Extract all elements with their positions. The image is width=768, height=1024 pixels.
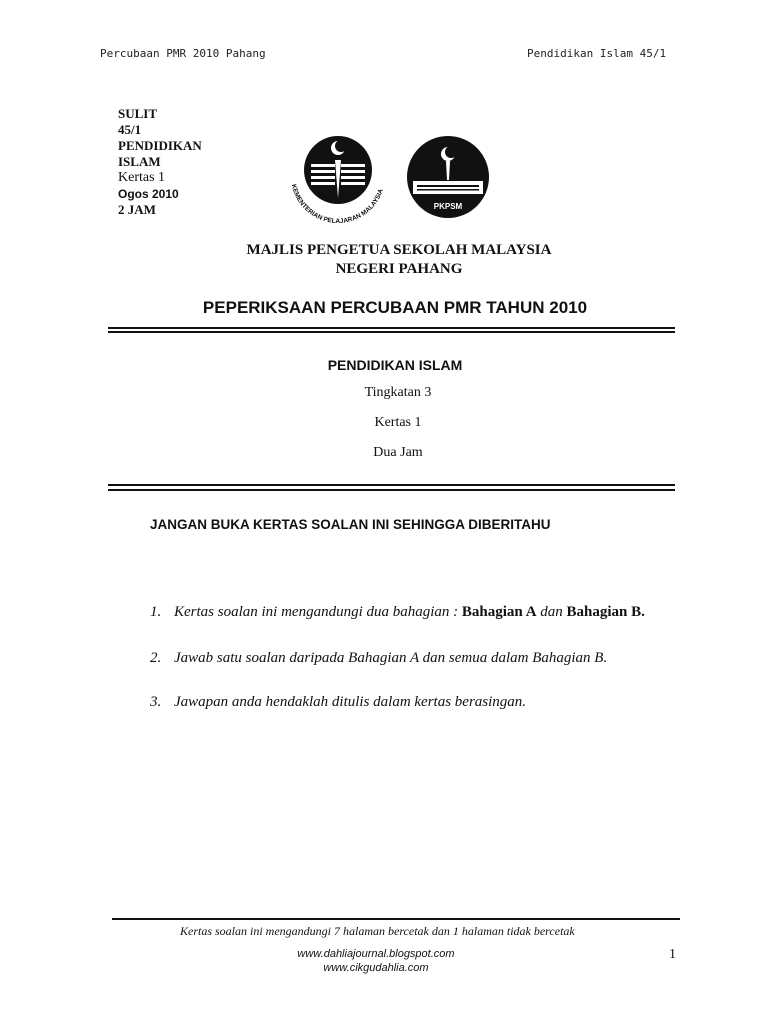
footer-site-1: www.dahliajournal.blogspot.com xyxy=(297,948,455,960)
instruction-2 xyxy=(150,650,607,667)
running-header-right: Pendidikan Islam 45/1 xyxy=(527,47,667,60)
paper-meta xyxy=(118,106,202,218)
instruction-1-mid: dan xyxy=(536,604,567,620)
pkpsm-logo xyxy=(405,134,491,220)
instruction-1-text: Kertas soalan ini mengandungi dua bahagian : xyxy=(174,604,462,620)
footer-note: Kertas soalan ini mengandungi 7 halaman bercetak dan 1 halaman tidak bercetak xyxy=(180,924,575,938)
instruction-2-number: 2. xyxy=(150,650,162,666)
instruction-3-text: Jawapan anda hendaklah ditulis dalam kertas berasingan. xyxy=(174,694,527,710)
page-number: 1 xyxy=(669,947,676,962)
subject-form: Tingkatan 3 xyxy=(364,385,432,400)
running-header-left: Percubaan PMR 2010 Pahang xyxy=(100,47,266,60)
subject-rule-bottom xyxy=(108,489,675,491)
instruction-1-bold-a: Bahagian A xyxy=(461,604,537,620)
meta-paper: Kertas 1 xyxy=(118,170,166,185)
subject-rule-top xyxy=(108,484,675,486)
council-line2: NEGERI PAHANG xyxy=(335,261,463,277)
instruction-3 xyxy=(150,694,526,711)
pkpsm-label: PKPSM xyxy=(433,202,463,211)
meta-subject-1: PENDIDIKAN xyxy=(118,138,202,153)
title-rule-top xyxy=(108,327,675,329)
meta-duration: 2 JAM xyxy=(118,202,156,217)
meta-code: 45/1 xyxy=(118,122,142,137)
subject-paper: Kertas 1 xyxy=(374,415,422,430)
instruction-1 xyxy=(150,604,645,621)
subject-name: PENDIDIKAN ISLAM xyxy=(327,357,463,373)
subject-duration: Dua Jam xyxy=(373,445,423,460)
instruction-1-number: 1. xyxy=(150,604,162,620)
meta-date: Ogos 2010 xyxy=(118,187,179,201)
exam-title: PEPERIKSAAN PERCUBAAN PMR TAHUN 2010 xyxy=(202,298,588,317)
title-rule-bottom xyxy=(108,331,675,333)
kpm-ring-text: KEMENTERIAN PELAJARAN MALAYSIA xyxy=(289,183,385,224)
kpm-logo xyxy=(283,128,393,224)
footer-rule xyxy=(112,918,680,920)
meta-subject-2: ISLAM xyxy=(118,154,161,169)
instruction-2-text: Jawab satu soalan daripada Bahagian A dan semua dalam Bahagian B. xyxy=(174,650,608,666)
instruction-1-bold-b: Bahagian B. xyxy=(566,604,645,620)
council-line1: MAJLIS PENGETUA SEKOLAH MALAYSIA xyxy=(246,242,552,258)
meta-sulit: SULIT xyxy=(118,106,158,121)
warning-text: JANGAN BUKA KERTAS SOALAN INI SEHINGGA DIBERITAHU xyxy=(150,517,551,532)
footer-site-2: www.cikgudahlia.com xyxy=(323,962,429,974)
instruction-3-number: 3. xyxy=(150,694,162,710)
